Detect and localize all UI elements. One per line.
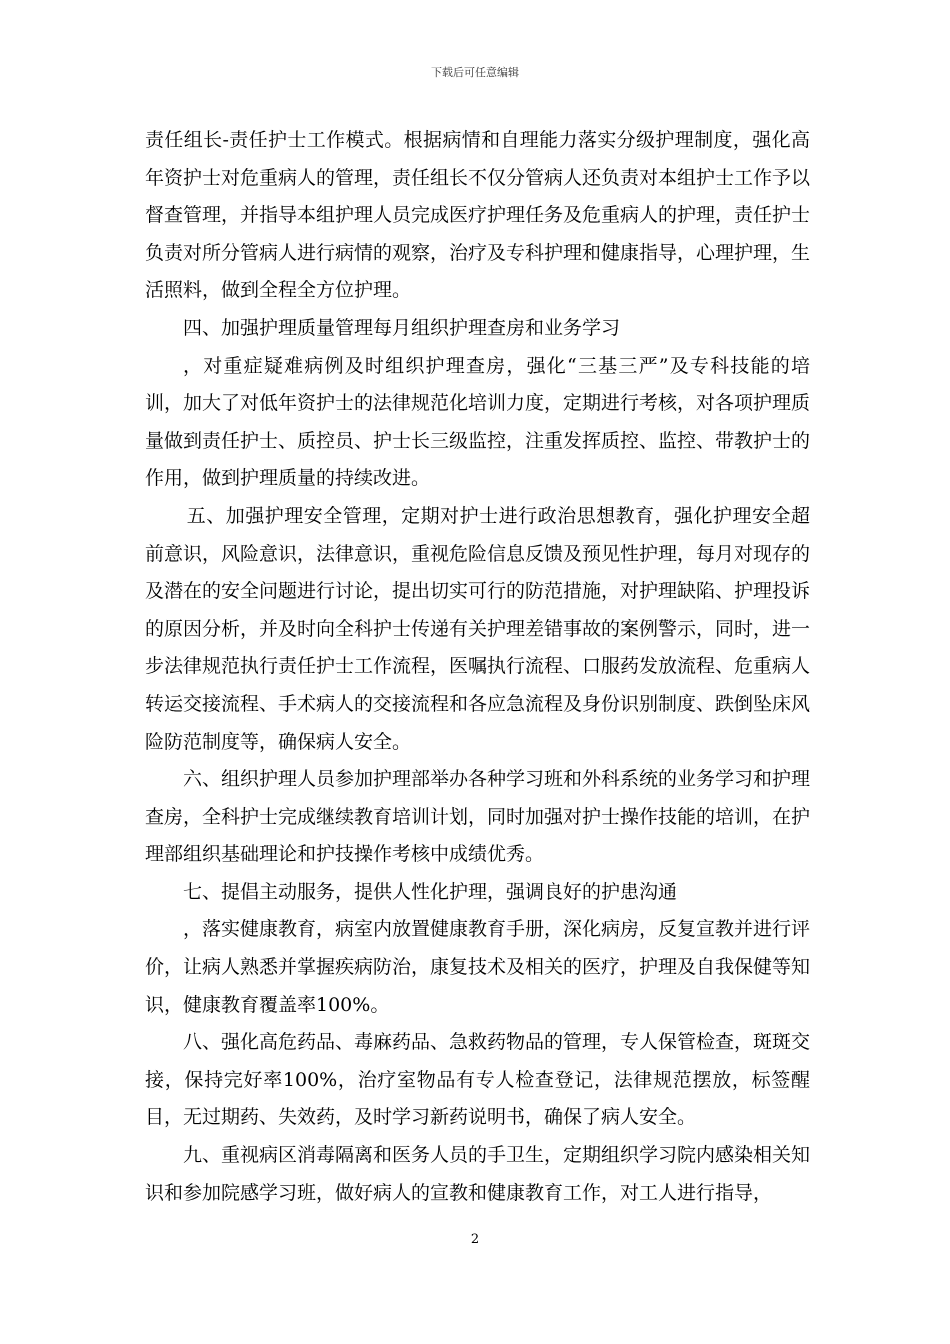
page-header: 下载后可任意编辑 <box>431 66 519 79</box>
paragraph-section-five: 五、加强护理安全管理，定期对护士进行政治思想教育，强化护理安全超前意识，风险意识，法律意识，重视危险信息反馈及预见性护理，每月对现存的及潜在的安全问题进行讨论，提出切实可行的防范措施，对护理缺陷、护理投诉的原因分析，并及时向全科护士传递有关护理差错事故的案例警示，同时，进一步法律规范执行责任护士工作流程，医嘱执行流程、口服药发放流程、危重病人转运交接流程、手术病人的交接流程和各应急流程及身份识别制度、跌倒坠床风险防范制度等，确保病人安全。 <box>145 504 811 753</box>
document-body <box>145 122 810 1212</box>
paragraph-responsibility-mode: 责任组长-责任护士工作模式。根据病情和自理能力落实分级护理制度，强化高年资护士对危重病人的管理，责任组长不仅分管病人还负责对本组护士工作予以督查管理，并指导本组护理人员完成医疗护理任务及危重病人的护理，责任护士负责对所分管病人进行病情的观察，治疗及专科护理和健康指导，心理护理，生活照料，做到全程全方位护理。 <box>145 129 811 302</box>
page-number: 2 <box>470 1232 480 1247</box>
paragraph-section-seven-heading: 七、提倡主动服务，提供人性化护理，强调良好的护患沟通 <box>183 880 678 903</box>
paragraph-section-four-heading: 四、加强护理质量管理每月组织护理查房和业务学习 <box>183 316 621 339</box>
paragraph-section-nine: 九、重视病区消毒隔离和医务人员的手卫生，定期组织学习院内感染相关知识和参加院感学习班，做好病人的宣教和健康教育工作，对工人进行指导， <box>145 1144 811 1204</box>
paragraph-section-eight: 八、强化高危药品、毒麻药品、急救药物品的管理，专人保管检查，斑斑交接，保持完好率100%，治疗室物品有专人检查登记，法律规范摆放，标签醒目，无过期药、失效药，及时学习新药说明书，确保了病人安全。 <box>145 1031 811 1129</box>
paragraph-section-four-body: ，对重症疑难病例及时组织护理查房，强化“三基三严”及专科技能的培训，加大了对低年资护士的法律规范化培训力度，定期进行考核，对各项护理质量做到责任护士、质控员、护士长三级监控，注重发挥质控、监控、带教护士的作用，做到护理质量的持续改进。 <box>145 354 811 490</box>
paragraph-section-seven-body: ，落实健康教育，病室内放置健康教育手册，深化病房，反复宣教并进行评价，让病人熟悉并掌握疾病防治，康复技术及相关的医疗，护理及自我保健等知识，健康教育覆盖率100%。 <box>145 918 811 1016</box>
paragraph-section-six: 六、组织护理人员参加护理部举办各种学习班和外科系统的业务学习和护理查房，全科护士完成继续教育培训计划，同时加强对护士操作技能的培训，在护理部组织基础理论和护技操作考核中成绩优秀。 <box>145 768 811 866</box>
